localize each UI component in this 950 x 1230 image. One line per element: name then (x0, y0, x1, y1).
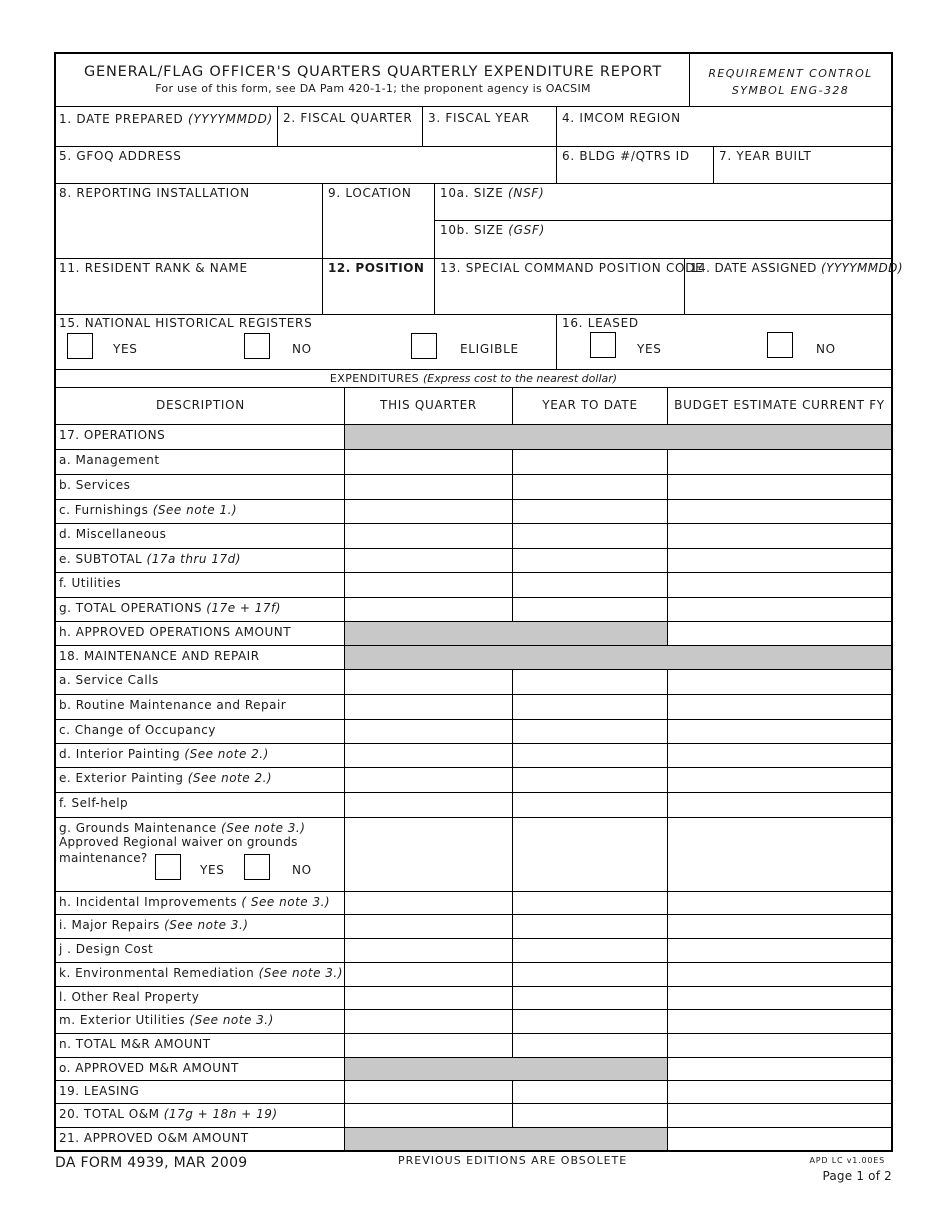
this-quarter-cell[interactable] (345, 793, 512, 817)
col-description: DESCRIPTION (156, 398, 245, 412)
registers-yes-checkbox[interactable] (67, 333, 93, 359)
this-quarter-cell[interactable] (345, 1081, 512, 1103)
field-size-nsf[interactable]: 10a. SIZE (NSF) (440, 186, 545, 200)
year-to-date-cell[interactable] (513, 1034, 667, 1057)
budget-estimate-cell[interactable] (668, 720, 891, 743)
budget-estimate-cell[interactable] (668, 818, 891, 891)
row-label: h. Incidental Improvements ( See note 3.) (59, 895, 331, 909)
budget-estimate-cell[interactable] (668, 573, 891, 597)
version-label: APD LC v1.00ES (809, 1156, 885, 1165)
row-label: 19. LEASING (59, 1084, 140, 1098)
form-subtitle: For use of this form, see DA Pam 420-1-1; the proponent agency is OACSIM (155, 82, 591, 95)
registers-no-label: NO (292, 342, 312, 356)
budget-estimate-cell[interactable] (668, 524, 891, 548)
year-to-date-cell[interactable] (513, 963, 667, 986)
budget-estimate-cell[interactable] (668, 549, 891, 572)
page-number: Page 1 of 2 (822, 1169, 892, 1183)
budget-estimate-cell[interactable] (668, 598, 891, 621)
shaded-cell (345, 622, 667, 645)
leased-yes-label: YES (637, 342, 662, 356)
this-quarter-cell[interactable] (345, 500, 512, 523)
this-quarter-cell[interactable] (345, 524, 512, 548)
field-location[interactable]: 9. LOCATION (328, 186, 412, 200)
this-quarter-cell[interactable] (345, 549, 512, 572)
year-to-date-cell[interactable] (513, 892, 667, 914)
col-this-quarter: THIS QUARTER (380, 398, 477, 412)
row-label: 21. APPROVED O&M AMOUNT (59, 1131, 249, 1145)
year-to-date-cell[interactable] (513, 1081, 667, 1103)
registers-yes-label: YES (113, 342, 138, 356)
row-label: g. TOTAL OPERATIONS (17e + 17f) (59, 601, 281, 615)
field-date-prepared[interactable]: 1. DATE PREPARED (YYYYMMDD) (59, 112, 273, 126)
row-label: f. Utilities (59, 576, 122, 590)
row-label: e. Exterior Painting (See note 2.) (59, 771, 273, 785)
row-label: d. Miscellaneous (59, 527, 167, 541)
rcs-line-2: SYMBOL ENG-328 (731, 84, 850, 97)
field-historical-registers: 15. NATIONAL HISTORICAL REGISTERS (59, 316, 313, 330)
row-label: n. TOTAL M&R AMOUNT (59, 1037, 211, 1051)
field-reporting-installation[interactable]: 8. REPORTING INSTALLATION (59, 186, 250, 200)
col-budget-estimate: BUDGET ESTIMATE CURRENT FY (674, 398, 885, 412)
waiver-yes-label: YES (200, 863, 225, 877)
field-date-assigned[interactable]: 14. DATE ASSIGNED (YYYYMMDD) (690, 261, 903, 275)
field-fiscal-year[interactable]: 3. FISCAL YEAR (428, 111, 530, 125)
row-label: e. SUBTOTAL (17a thru 17d) (59, 552, 241, 566)
year-to-date-cell[interactable] (513, 475, 667, 499)
budget-estimate-cell[interactable] (668, 695, 891, 719)
budget-estimate-cell[interactable] (668, 500, 891, 523)
field-resident-rank-name[interactable]: 11. RESIDENT RANK & NAME (59, 261, 248, 275)
budget-estimate-cell[interactable] (668, 1058, 891, 1080)
this-quarter-cell[interactable] (345, 963, 512, 986)
field-year-built[interactable]: 7. YEAR BUILT (719, 149, 812, 163)
year-to-date-cell[interactable] (513, 549, 667, 572)
field-imcom-region[interactable]: 4. IMCOM REGION (562, 111, 681, 125)
waiver-question-line-2: maintenance? (59, 851, 148, 865)
field-size-gsf[interactable]: 10b. SIZE (GSF) (440, 223, 545, 237)
year-to-date-cell[interactable] (513, 695, 667, 719)
row-label: j . Design Cost (59, 942, 154, 956)
registers-eligible-label: ELIGIBLE (460, 342, 519, 356)
waiver-question-line-1: Approved Regional waiver on grounds (59, 835, 298, 849)
expenditures-heading: EXPENDITURES (Express cost to the nearest dollar) (329, 372, 618, 385)
year-to-date-cell[interactable] (513, 818, 667, 891)
this-quarter-cell[interactable] (345, 573, 512, 597)
leased-no-label: NO (816, 342, 836, 356)
budget-estimate-cell[interactable] (668, 1034, 891, 1057)
column-divider (667, 387, 668, 425)
shaded-cell (345, 425, 891, 449)
rcs-line-1: REQUIREMENT CONTROL (708, 67, 873, 80)
budget-estimate-cell[interactable] (668, 793, 891, 817)
this-quarter-cell[interactable] (345, 818, 512, 891)
row-label: d. Interior Painting (See note 2.) (59, 747, 269, 761)
row-label: c. Furnishings (See note 1.) (59, 503, 238, 517)
row-label: h. APPROVED OPERATIONS AMOUNT (59, 625, 292, 639)
field-position[interactable]: 12. POSITION (328, 261, 425, 275)
budget-estimate-cell[interactable] (668, 768, 891, 792)
row-label: o. APPROVED M&R AMOUNT (59, 1061, 239, 1075)
waiver-no-checkbox[interactable] (244, 854, 270, 880)
budget-estimate-cell[interactable] (668, 450, 891, 474)
year-to-date-cell[interactable] (513, 450, 667, 474)
registers-no-checkbox[interactable] (244, 333, 270, 359)
this-quarter-cell[interactable] (345, 892, 512, 914)
row-label: a. Management (59, 453, 160, 467)
this-quarter-cell[interactable] (345, 915, 512, 938)
budget-estimate-cell[interactable] (668, 744, 891, 767)
row-label: l. Other Real Property (59, 990, 200, 1004)
budget-estimate-cell[interactable] (668, 1081, 891, 1103)
row-label: f. Self-help (59, 796, 129, 810)
year-to-date-cell[interactable] (513, 500, 667, 523)
this-quarter-cell[interactable] (345, 744, 512, 767)
year-to-date-cell[interactable] (513, 598, 667, 621)
row-label: b. Routine Maintenance and Repair (59, 698, 287, 712)
obsolete-notice: PREVIOUS EDITIONS ARE OBSOLETE (398, 1154, 628, 1167)
year-to-date-cell[interactable] (513, 915, 667, 938)
field-special-command-code[interactable]: 13. SPECIAL COMMAND POSITION CODE (440, 261, 704, 275)
this-quarter-cell[interactable] (345, 939, 512, 962)
form-number: DA FORM 4939, MAR 2009 (55, 1155, 248, 1171)
year-to-date-cell[interactable] (513, 768, 667, 792)
budget-estimate-cell[interactable] (668, 1128, 891, 1150)
budget-estimate-cell[interactable] (668, 1010, 891, 1033)
row-label: m. Exterior Utilities (See note 3.) (59, 1013, 274, 1027)
row-label: i. Major Repairs (See note 3.) (59, 918, 249, 932)
col-year-to-date: YEAR TO DATE (542, 398, 638, 412)
this-quarter-cell[interactable] (345, 695, 512, 719)
row-label: b. Services (59, 478, 131, 492)
this-quarter-cell[interactable] (345, 1010, 512, 1033)
year-to-date-cell[interactable] (513, 987, 667, 1009)
row-label: 20. TOTAL O&M (17g + 18n + 19) (59, 1107, 278, 1121)
this-quarter-cell[interactable] (345, 598, 512, 621)
budget-estimate-cell[interactable] (668, 963, 891, 986)
year-to-date-cell[interactable] (513, 744, 667, 767)
this-quarter-cell[interactable] (345, 987, 512, 1009)
row-label: a. Service Calls (59, 673, 159, 687)
field-bldg-qtrs-id[interactable]: 6. BLDG #/QTRS ID (562, 149, 690, 163)
year-to-date-cell[interactable] (513, 1104, 667, 1127)
waiver-yes-checkbox[interactable] (155, 854, 181, 880)
this-quarter-cell[interactable] (345, 475, 512, 499)
shaded-cell (345, 1128, 667, 1150)
this-quarter-cell[interactable] (345, 768, 512, 792)
leased-no-checkbox[interactable] (767, 332, 793, 358)
column-divider (512, 387, 513, 425)
row-label: 17. OPERATIONS (59, 428, 166, 442)
this-quarter-cell[interactable] (345, 450, 512, 474)
row-label: k. Environmental Remediation (See note 3.) (59, 966, 343, 980)
field-leased: 16. LEASED (562, 316, 639, 330)
year-to-date-cell[interactable] (513, 1010, 667, 1033)
this-quarter-cell[interactable] (345, 1104, 512, 1127)
budget-estimate-cell[interactable] (668, 622, 891, 645)
budget-estimate-cell[interactable] (668, 915, 891, 938)
year-to-date-cell[interactable] (513, 524, 667, 548)
leased-yes-checkbox[interactable] (590, 332, 616, 358)
row-label: c. Change of Occupancy (59, 723, 216, 737)
budget-estimate-cell[interactable] (668, 939, 891, 962)
budget-estimate-cell[interactable] (668, 892, 891, 914)
form-title: GENERAL/FLAG OFFICER'S QUARTERS QUARTERLY EXPENDITURE REPORT (84, 64, 662, 80)
budget-estimate-cell[interactable] (668, 987, 891, 1009)
this-quarter-cell[interactable] (345, 670, 512, 694)
this-quarter-cell[interactable] (345, 720, 512, 743)
budget-estimate-cell[interactable] (668, 1104, 891, 1127)
row-label: g. Grounds Maintenance (See note 3.) (59, 821, 306, 835)
year-to-date-cell[interactable] (513, 793, 667, 817)
year-to-date-cell[interactable] (513, 670, 667, 694)
year-to-date-cell[interactable] (513, 573, 667, 597)
shaded-cell (345, 1058, 667, 1080)
this-quarter-cell[interactable] (345, 1034, 512, 1057)
row-label: 18. MAINTENANCE AND REPAIR (59, 649, 260, 663)
field-gfoq-address[interactable]: 5. GFOQ ADDRESS (59, 149, 182, 163)
budget-estimate-cell[interactable] (668, 670, 891, 694)
year-to-date-cell[interactable] (513, 720, 667, 743)
registers-eligible-checkbox[interactable] (411, 333, 437, 359)
waiver-no-label: NO (292, 863, 312, 877)
shaded-cell (345, 646, 891, 669)
field-fiscal-quarter[interactable]: 2. FISCAL QUARTER (283, 111, 413, 125)
year-to-date-cell[interactable] (513, 939, 667, 962)
budget-estimate-cell[interactable] (668, 475, 891, 499)
